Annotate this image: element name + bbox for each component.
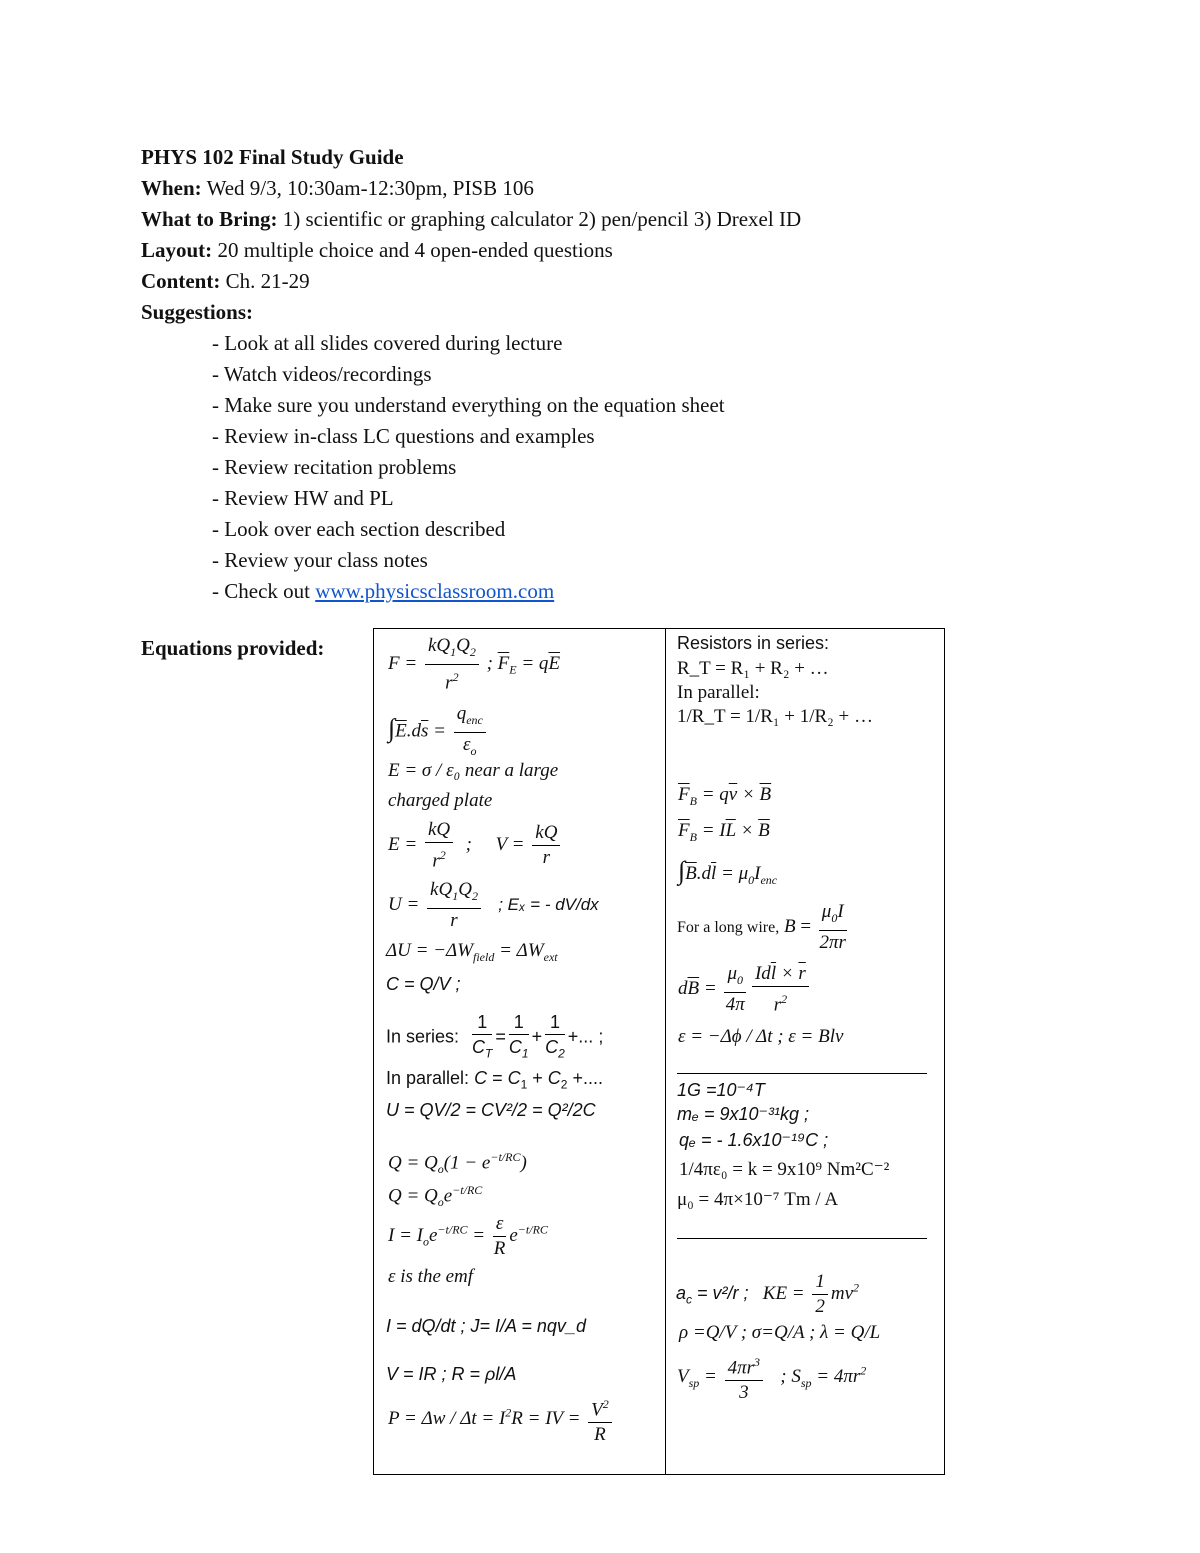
equations-label: Equations provided: <box>141 636 325 660</box>
resistors-series-eq: R_T = R₁ + R₂ + … <box>677 658 829 679</box>
electron-mass-eq: mₑ = 9x10⁻³¹kg ; <box>677 1104 810 1124</box>
point-charge-eq: E = $\frac{kQ}{r^2}$ ; V = $\frac{kQ}{r}$ <box>388 818 563 873</box>
list-item: - Review recitation problems <box>212 455 457 479</box>
list-item: - Watch videos/recordings <box>212 362 432 386</box>
capacitor-energy-eq: U = QV/2 = CV²/2 = Q²/2C <box>386 1100 596 1120</box>
emf-note: ε is the emf <box>388 1266 474 1287</box>
sphere-eq: $V_{sp}$ = $\frac{4\pi r^3}{3}$ ; $S_{sp} = 4\pi r^2$ <box>677 1350 866 1405</box>
capacitance-eq: C = Q/V ; <box>386 974 461 994</box>
work-energy-eq: $\Delta U = -\Delta W_{field} = \Delta W_{ext}$ <box>386 940 558 964</box>
lorentz-force-eq: $\overline{F}_B = q\overline{v} \times \overline{B}$ <box>678 784 772 808</box>
list-item: - Look over each section described <box>212 517 506 541</box>
plate-field-eq: E = σ / ε₀ near a large <box>388 760 559 781</box>
gauss-law-eq: $\int\overline{E}.d\overline{s}$ = $\frac{q_{enc}}{\varepsilon_o}$ <box>388 702 489 763</box>
charge-density-eq: ρ =Q/V ; σ=Q/A ; λ = Q/L <box>679 1322 881 1343</box>
list-item: - Review HW and PL <box>212 486 394 510</box>
list-item: - Make sure you understand everything on the equation sheet <box>212 393 725 417</box>
power-eq: $P = \Delta w / \Delta t = I^2R$ = IV = $\frac{V^2}{R}$ <box>388 1392 615 1447</box>
section-divider <box>677 1073 927 1074</box>
coulomb-constant-eq: 1/4πε₀ = k = 9x10⁹ Nm²C⁻² <box>679 1159 890 1180</box>
page-title: PHYS 102 Final Study Guide <box>141 145 404 169</box>
mu0-eq: μ₀ = 4π×10⁻⁷ Tm / A <box>677 1189 839 1210</box>
layout-line: Layout: 20 multiple choice and 4 open-ended questions <box>141 238 613 262</box>
list-item: - Check out www.physicsclassroom.com <box>212 579 555 603</box>
list-item: - Review your class notes <box>212 548 428 572</box>
gauss-tesla-eq: 1G =10⁻⁴T <box>677 1080 765 1100</box>
column-divider <box>665 628 666 1475</box>
electron-charge-eq: qₑ = - 1.6x10⁻¹⁹C ; <box>679 1130 829 1150</box>
faraday-eq: ε = −Δϕ / Δt ; ε = Blv <box>678 1026 844 1047</box>
centripetal-ke-eq: $a_c = v^2/r$ ; KE = $\frac{1}{2}$ $mv^2$ <box>676 1271 860 1317</box>
ampere-law-eq: $\int\overline{B}.d\overline{l} = \mu_0I_{enc}$ <box>678 856 778 887</box>
list-item: - Look at all slides covered during lecture <box>212 331 563 355</box>
resistors-parallel-title: In parallel: <box>677 682 760 703</box>
section-divider <box>677 1238 927 1239</box>
when-line: When: Wed 9/3, 10:30am-12:30pm, PISB 106 <box>141 176 534 200</box>
resistors-parallel-eq: 1/R_T = 1/R₁ + 1/R₂ + … <box>677 706 874 727</box>
plate-field-eq-2: charged plate <box>388 790 493 811</box>
content-line: Content: Ch. 21-29 <box>141 269 310 293</box>
suggestions-list <box>212 328 725 607</box>
current-density-eq: I = dQ/dt ; J= I/A = nqv_d <box>386 1316 586 1336</box>
bring-line: What to Bring: 1) scientific or graphing calculator 2) pen/pencil 3) Drexel ID <box>141 207 802 231</box>
suggestions-label: Suggestions: <box>141 300 254 324</box>
charging-eq: $Q = Q_o(1 - e^{-t/RC})$ <box>388 1150 527 1177</box>
wire-force-eq: $\overline{F}_B = I\overline{L} \times \overline{B}$ <box>678 820 770 844</box>
coulomb-force-eq: F = $\frac{kQ_1Q_2}{r^2}$ ; $\overline{F}_E = q\overline{E}$ <box>388 635 561 694</box>
header <box>141 142 801 328</box>
resistors-series-title: Resistors in series: <box>677 633 830 653</box>
ohm-law-eq: V = IR ; R = ρl/A <box>386 1364 517 1384</box>
long-wire-eq: For a long wire, B = $\frac{\mu_0I}{2\pi r}$ <box>677 901 846 953</box>
rc-current-eq: $I = I_oe^{-t/RC}$ = $\frac{\varepsilon}{R}$ $e^{-t/RC}$ <box>388 1213 548 1259</box>
parallel-capacitor-eq: In parallel: $C = C_1 + C_2$ +.... <box>386 1068 604 1092</box>
discharging-eq: $Q = Q_oe^{-t/RC}$ <box>388 1183 483 1210</box>
series-capacitor-eq: In series: $\frac{1}{C_T}$ = $\frac{1}{C_1}$ + $\frac{1}{C_2}$ +... ; <box>386 1012 604 1061</box>
biot-savart-eq: $d\overline{B}$ = $\frac{\mu_0}{4\pi}$ $\frac{Id\overline{l} \times \overline{r}}{r^2}$ <box>678 962 812 1017</box>
physicsclassroom-link[interactable]: www.physicsclassroom.com <box>315 579 555 603</box>
list-item: - Review in-class LC questions and examples <box>212 424 595 448</box>
potential-energy-eq: U = $\frac{kQ_1Q_2}{r}$ ; Eₓ = - dV/dx <box>388 879 599 931</box>
